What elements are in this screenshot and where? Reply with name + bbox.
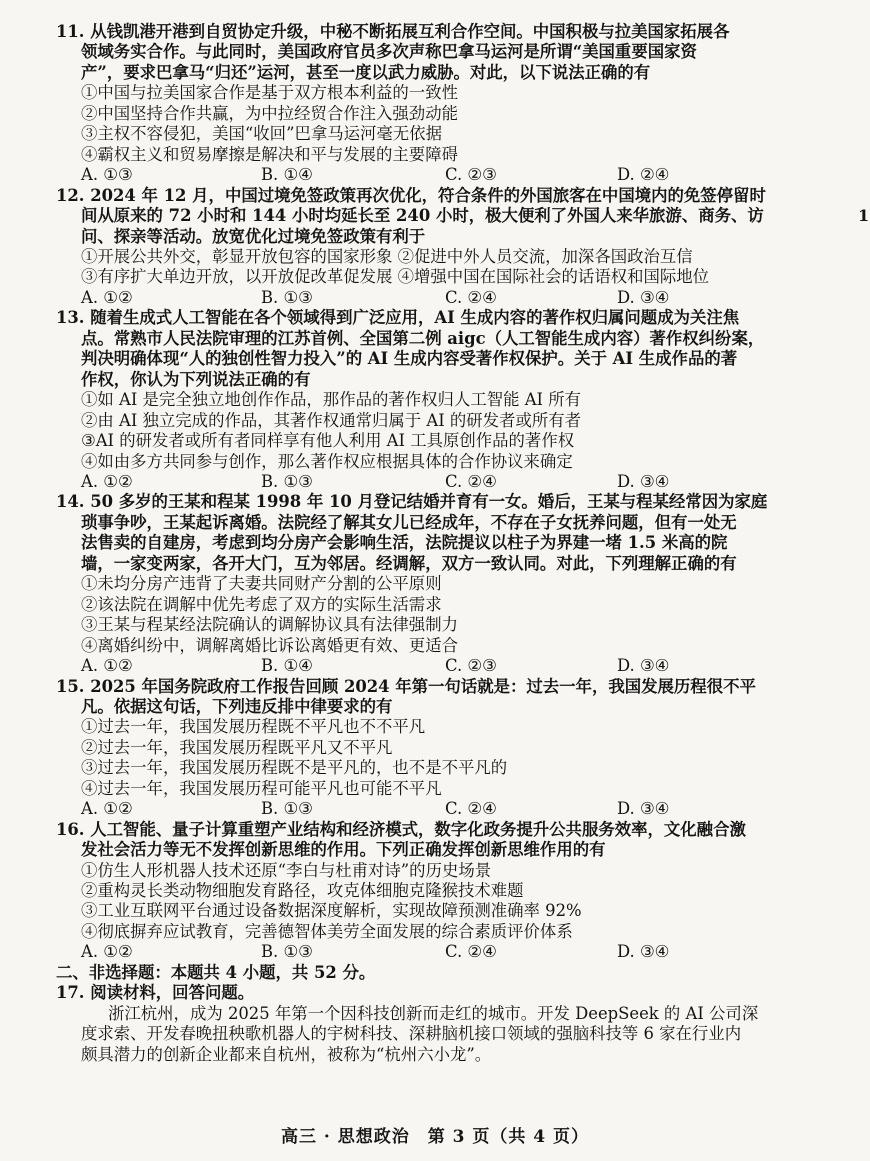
material-paragraph-line: 颇具潜力的创新企业都来自杭州，被称为“杭州六小龙”。 [81, 1044, 492, 1064]
option-c[interactable]: C. ②④ [445, 287, 497, 307]
option-d[interactable]: D. ③④ [617, 287, 670, 307]
option-d[interactable]: D. ③④ [617, 471, 670, 491]
question-item: ②该法院在调解中优先考虑了双方的实际生活需求 [81, 594, 442, 614]
section-title: 二、非选择题：本题共 4 小题，共 52 分。 [56, 962, 376, 982]
question-stem-line: 13. 随着生成式人工智能在各个领域得到广泛应用，AI 生成内容的著作权归属问题成为关注焦 [56, 308, 740, 328]
question-stem-line: 15. 2025 年国务院政府工作报告回顾 2024 年第一句话就是：过去一年，我国发展历程很不平 [56, 676, 756, 696]
option-b[interactable]: B. ①③ [261, 287, 313, 307]
page-content [56, 22, 816, 1065]
answer-options [56, 656, 816, 676]
question-15 [56, 677, 816, 820]
option-a[interactable]: A. ①② [81, 287, 133, 307]
option-d[interactable]: D. ③④ [617, 942, 670, 962]
answer-options [56, 942, 816, 962]
question-11 [56, 22, 816, 186]
question-stem-line: 判决明确体现“人的独创性智力投入”的 AI 生成内容受著作权保护。关于 AI 生成作品的著 [81, 349, 738, 369]
material-paragraph-line: 浙江杭州，成为 2025 年第一个因科技创新而走红的城市。开发 DeepSeek 的 AI 公司深 [108, 1003, 759, 1023]
answer-options [56, 799, 816, 819]
option-c[interactable]: C. ②④ [445, 471, 497, 491]
question-item: ④离婚纠纷中，调解离婚比诉讼离婚更有效、更适合 [81, 635, 458, 655]
question-item: ①仿生人形机器人技术还原“李白与杜甫对诗”的历史场景 [81, 860, 492, 880]
question-item: ④如由多方共同参与创作，那么著作权应根据具体的合作协议来确定 [81, 451, 573, 471]
question-item: ②过去一年，我国发展历程既平凡又不平凡 [81, 737, 393, 757]
question-item: ①如 AI 是完全独立地创作作品，那作品的著作权归人工智能 AI 所有 [81, 390, 582, 410]
question-item: ③AI 的研发者或所有者同样享有他人利用 AI 工具原创作品的著作权 [81, 431, 575, 451]
question-stem-line: 凡。依据这句话，下列违反排中律要求的有 [81, 696, 393, 716]
question-item: ②由 AI 独立完成的作品，其著作权通常归属于 AI 的研发者或所有者 [81, 410, 582, 430]
question-stem-line: 产”，要求巴拿马“归还”运河，甚至一度以武力威胁。对此，以下说法正确的有 [81, 62, 651, 82]
question-16 [56, 820, 816, 963]
option-d[interactable]: D. ②④ [617, 165, 670, 185]
option-c[interactable]: C. ②③ [445, 656, 497, 676]
question-stem-line: 14. 50 多岁的王某和程某 1998 年 10 月登记结婚并育有一女。婚后，王某与程某经常因为家庭 [56, 492, 768, 512]
question-item: ④彻底摒弃应试教育，完善德智体美劳全面发展的综合素质评价体系 [81, 921, 573, 941]
page-footer: 高三 · 思想政治 第 3 页（共 4 页） [280, 1127, 590, 1147]
option-b[interactable]: B. ①③ [261, 471, 313, 491]
question-stem-line: 11. 从钱凯港开港到自贸协定升级，中秘不断拓展互利合作空间。中国积极与拉美国家拓展各 [56, 22, 730, 41]
option-d[interactable]: D. ③④ [617, 799, 670, 819]
answer-options [56, 288, 816, 308]
question-heading: 17. 阅读材料，回答问题。 [56, 983, 255, 1003]
question-item: ③王某与程某经法院确认的调解协议具有法律强制力 [81, 615, 458, 635]
question-13 [56, 308, 816, 492]
question-item: ③主权不容侵犯，美国“收回”巴拿马运河毫无依据 [81, 124, 442, 144]
question-item: ④过去一年，我国发展历程可能平凡也可能不平凡 [81, 778, 442, 798]
question-item: ③工业互联网平台通过设备数据深度解析，实现故障预测准确率 92% [81, 901, 582, 921]
option-a[interactable]: A. ①② [81, 656, 133, 676]
question-12 [56, 186, 816, 309]
question-item: ④霸权主义和贸易摩擦是解决和平与发展的主要障碍 [81, 144, 458, 164]
question-item: ②中国坚持合作共赢，为中拉经贸合作注入强劲动能 [81, 103, 458, 123]
question-stem-line: 问、探亲等活动。放宽优化过境免签政策有利于 [81, 226, 426, 246]
question-stem-line: 法售卖的自建房，考虑到均分房产会影响生活，法院提议以柱子为界建一堵 1.5 米高的院 [81, 533, 728, 553]
option-a[interactable]: A. ①③ [81, 165, 133, 185]
answer-options [56, 472, 816, 492]
material-paragraph-line: 度求索、开发春晚扭秧歌机器人的宇树科技、深耕脑机接口领域的强脑科技等 6 家在行业内 [81, 1024, 742, 1044]
option-b[interactable]: B. ①③ [261, 942, 313, 962]
question-item: ②重构灵长类动物细胞发育路径，攻克体细胞克隆猴技术难题 [81, 881, 524, 901]
question-stem-line: 发社会活力等无不发挥创新思维的作用。下列正确发挥创新思维作用的有 [81, 840, 606, 860]
option-b[interactable]: B. ①③ [261, 799, 313, 819]
question-stem-line: 间从原来的 72 小时和 144 小时均延长至 240 小时，极大便利了外国人来华旅游、商务、访 [81, 206, 764, 226]
question-item: ①中国与拉美国家合作是基于双方根本利益的一致性 [81, 83, 458, 103]
question-17 [56, 983, 816, 1065]
question-item: ①开展公共外交，彰显开放包容的国家形象 ②促进中外人员交流，加深各国政治互信 [81, 246, 693, 266]
question-item: ③过去一年，我国发展历程既不是平凡的，也不是不平凡的 [81, 758, 508, 778]
option-c[interactable]: C. ②④ [445, 799, 497, 819]
question-stem-line: 点。常熟市人民法院审理的江苏首例、全国第二例 aigc（人工智能生成内容）著作权纠纷案， [81, 328, 765, 348]
question-stem-line: 领域务实合作。与此同时，美国政府官员多次声称巴拿马运河是所谓“美国重要国家资 [81, 42, 697, 62]
question-stem-line: 墙，一家变两家，各开大门，互为邻居。经调解，双方一致认同。对此，下列理解正确的有 [81, 553, 737, 573]
option-b[interactable]: B. ①④ [261, 656, 313, 676]
option-d[interactable]: D. ③④ [617, 656, 670, 676]
option-c[interactable]: C. ②③ [445, 165, 497, 185]
option-a[interactable]: A. ①② [81, 471, 133, 491]
option-a[interactable]: A. ①② [81, 942, 133, 962]
question-stem-line: 琐事争吵，王某起诉离婚。法院经了解其女儿已经成年，不存在子女抚养问题，但有一处无 [81, 512, 737, 532]
question-stem-line: 16. 人工智能、量子计算重塑产业结构和经济模式，数字化政务提升公共服务效率，文化融合激 [56, 819, 746, 839]
question-item: ③有序扩大单边开放，以开放促改革促发展 ④增强中国在国际社会的话语权和国际地位 [81, 267, 710, 287]
edge-mark: 1 [858, 206, 870, 225]
answer-options [56, 165, 816, 185]
question-item: ①未均分房产违背了夫妻共同财产分割的公平原则 [81, 574, 442, 594]
question-14 [56, 492, 816, 676]
question-stem-line: 作权，你认为下列说法正确的有 [81, 369, 311, 389]
question-stem-line: 12. 2024 年 12 月，中国过境免签政策再次优化，符合条件的外国旅客在中国境内的免签停留时 [56, 185, 766, 205]
option-c[interactable]: C. ②④ [445, 942, 497, 962]
option-b[interactable]: B. ①④ [261, 165, 313, 185]
question-item: ①过去一年，我国发展历程既不平凡也不不平凡 [81, 717, 426, 737]
option-a[interactable]: A. ①② [81, 799, 133, 819]
